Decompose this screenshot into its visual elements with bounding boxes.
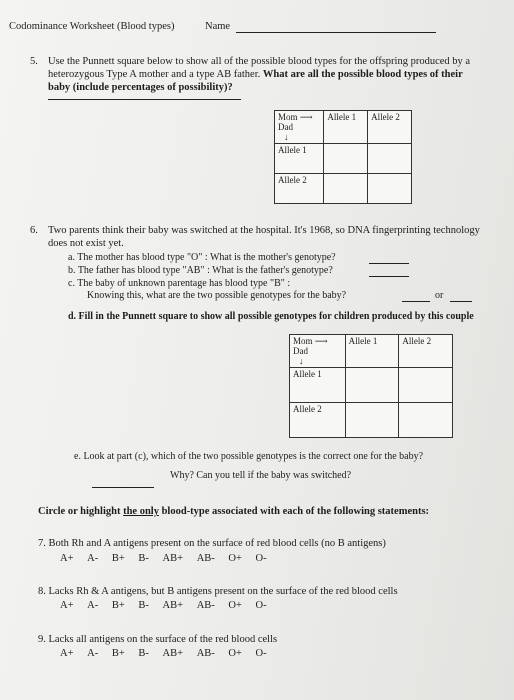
square2-mom-label: Mom (293, 336, 313, 346)
q5-answer-line[interactable] (48, 99, 241, 100)
down-arrow-icon: ↓ (299, 356, 304, 366)
square2-row2-header: Allele 2 (290, 403, 346, 438)
square1-cell-1-1[interactable] (324, 144, 368, 174)
q6e-blank[interactable] (92, 478, 154, 488)
q7-option[interactable]: AB+ (162, 553, 184, 564)
q6e-line1: e. Look at part (c), which of the two possible genotypes is the correct one for the baby? (74, 451, 424, 462)
square2-cell-1-2[interactable] (399, 368, 453, 403)
q6a-text: a. The mother has blood type "O" : What is the mother's genotype? (68, 252, 336, 263)
square1-row2-header: Allele 2 (275, 174, 324, 204)
q5-line2-normal: heterozygous Type A mother and a type AB father. (48, 69, 261, 80)
circle-instructions-emphasis: the only (123, 506, 159, 517)
q9-option[interactable]: A+ (60, 648, 74, 659)
q6d-text: d. Fill in the Punnett square to show all possible genotypes for children produced by this couple (68, 311, 474, 322)
q6b-text: b. The father has blood type "AB" : What is the father's genotype? (68, 265, 333, 276)
q9-option[interactable]: O+ (228, 648, 242, 659)
q6c-line1: c. The baby of unknown parentage has blood type "B" : (68, 278, 291, 289)
name-blank[interactable] (236, 23, 436, 33)
q6c-line2: Knowing this, what are the two possible genotypes for the baby? (87, 290, 347, 301)
q8-option[interactable]: O+ (228, 600, 242, 611)
square1-cell-1-2[interactable] (368, 144, 412, 174)
square1-col1-header: Allele 1 (324, 111, 368, 144)
q8-option[interactable]: AB+ (162, 600, 184, 611)
q7-options (60, 553, 278, 566)
q9-option[interactable]: B- (138, 648, 149, 659)
square1-corner (275, 111, 324, 144)
down-arrow-icon: ↓ (284, 132, 289, 142)
q5-line3: baby (include percentages of possibility)? (48, 82, 233, 93)
square1-cell-2-1[interactable] (324, 174, 368, 204)
q6c-or: or (435, 290, 444, 301)
worksheet-title: Codominance Worksheet (Blood types) (9, 21, 175, 32)
punnett-square-2 (289, 334, 453, 438)
q8-options (60, 600, 278, 613)
q9-option[interactable]: AB- (196, 648, 215, 659)
q7-option[interactable]: O- (255, 553, 267, 564)
q7-option[interactable]: AB- (196, 553, 215, 564)
q5-line2-bold: What are all the possible blood types of their (262, 69, 463, 80)
square1-col2-header: Allele 2 (368, 111, 412, 144)
q7-option[interactable]: B- (138, 553, 149, 564)
q5-line1: Use the Punnett square below to show all of the possible blood types for the offspring produced by a (48, 56, 471, 67)
square2-cell-2-1[interactable] (345, 403, 399, 438)
q8-option[interactable]: B- (138, 600, 149, 611)
square1-mom-label: Mom (278, 112, 298, 122)
q5-number: 5. (30, 56, 38, 67)
q6-line2: does not exist yet. (48, 238, 124, 249)
q7-option[interactable]: O+ (228, 553, 242, 564)
q8-option[interactable]: B+ (111, 600, 125, 611)
q9-text: 9. Lacks all antigens on the surface of the red blood cells (38, 634, 278, 645)
q9-option[interactable]: O- (255, 648, 267, 659)
q7-option[interactable]: A+ (60, 553, 74, 564)
q8-option[interactable]: O- (255, 600, 267, 611)
square2-dad-label: Dad (293, 346, 308, 356)
q7-option[interactable]: A- (87, 553, 99, 564)
q6c-blank-2[interactable] (450, 292, 472, 302)
circle-instructions (38, 506, 429, 517)
q6e-line2: Why? Can you tell if the baby was switched? (170, 470, 352, 481)
punnett-square-1 (274, 110, 412, 204)
q8-text: 8. Lacks Rh & A antigens, but B antigens present on the surface of the red blood cells (38, 586, 398, 597)
right-arrow-icon: ⟶ (314, 336, 328, 346)
square1-cell-2-2[interactable] (368, 174, 412, 204)
square1-dad-label: Dad (278, 122, 293, 132)
q6b-blank[interactable] (369, 267, 409, 277)
square2-cell-1-1[interactable] (345, 368, 399, 403)
square2-col2-header: Allele 2 (399, 335, 453, 368)
q9-option[interactable]: B+ (111, 648, 125, 659)
square1-row1-header: Allele 1 (275, 144, 324, 174)
q6a-blank[interactable] (369, 254, 409, 264)
q9-option[interactable]: A- (87, 648, 99, 659)
square2-row1-header: Allele 1 (290, 368, 346, 403)
q6c-blank-1[interactable] (402, 292, 430, 302)
square2-col1-header: Allele 1 (345, 335, 399, 368)
q8-option[interactable]: A- (87, 600, 99, 611)
q5-line2 (48, 69, 463, 82)
square2-cell-2-2[interactable] (399, 403, 453, 438)
q6-line1: Two parents think their baby was switched at the hospital. It's 1968, so DNA fingerprinting technology (48, 225, 480, 236)
right-arrow-icon: ⟶ (299, 112, 313, 122)
name-label: Name (205, 21, 231, 32)
square2-corner (290, 335, 346, 368)
q9-options (60, 648, 278, 661)
q6-number: 6. (30, 225, 38, 236)
q8-option[interactable]: A+ (60, 600, 74, 611)
circle-instructions-pre: Circle or highlight (38, 506, 121, 517)
circle-instructions-post: blood-type associated with each of the following statements: (161, 506, 430, 517)
q7-text: 7. Both Rh and A antigens present on the surface of red blood cells (no B antigens) (38, 538, 386, 549)
q9-option[interactable]: AB+ (162, 648, 184, 659)
q8-option[interactable]: AB- (196, 600, 215, 611)
q7-option[interactable]: B+ (111, 553, 125, 564)
